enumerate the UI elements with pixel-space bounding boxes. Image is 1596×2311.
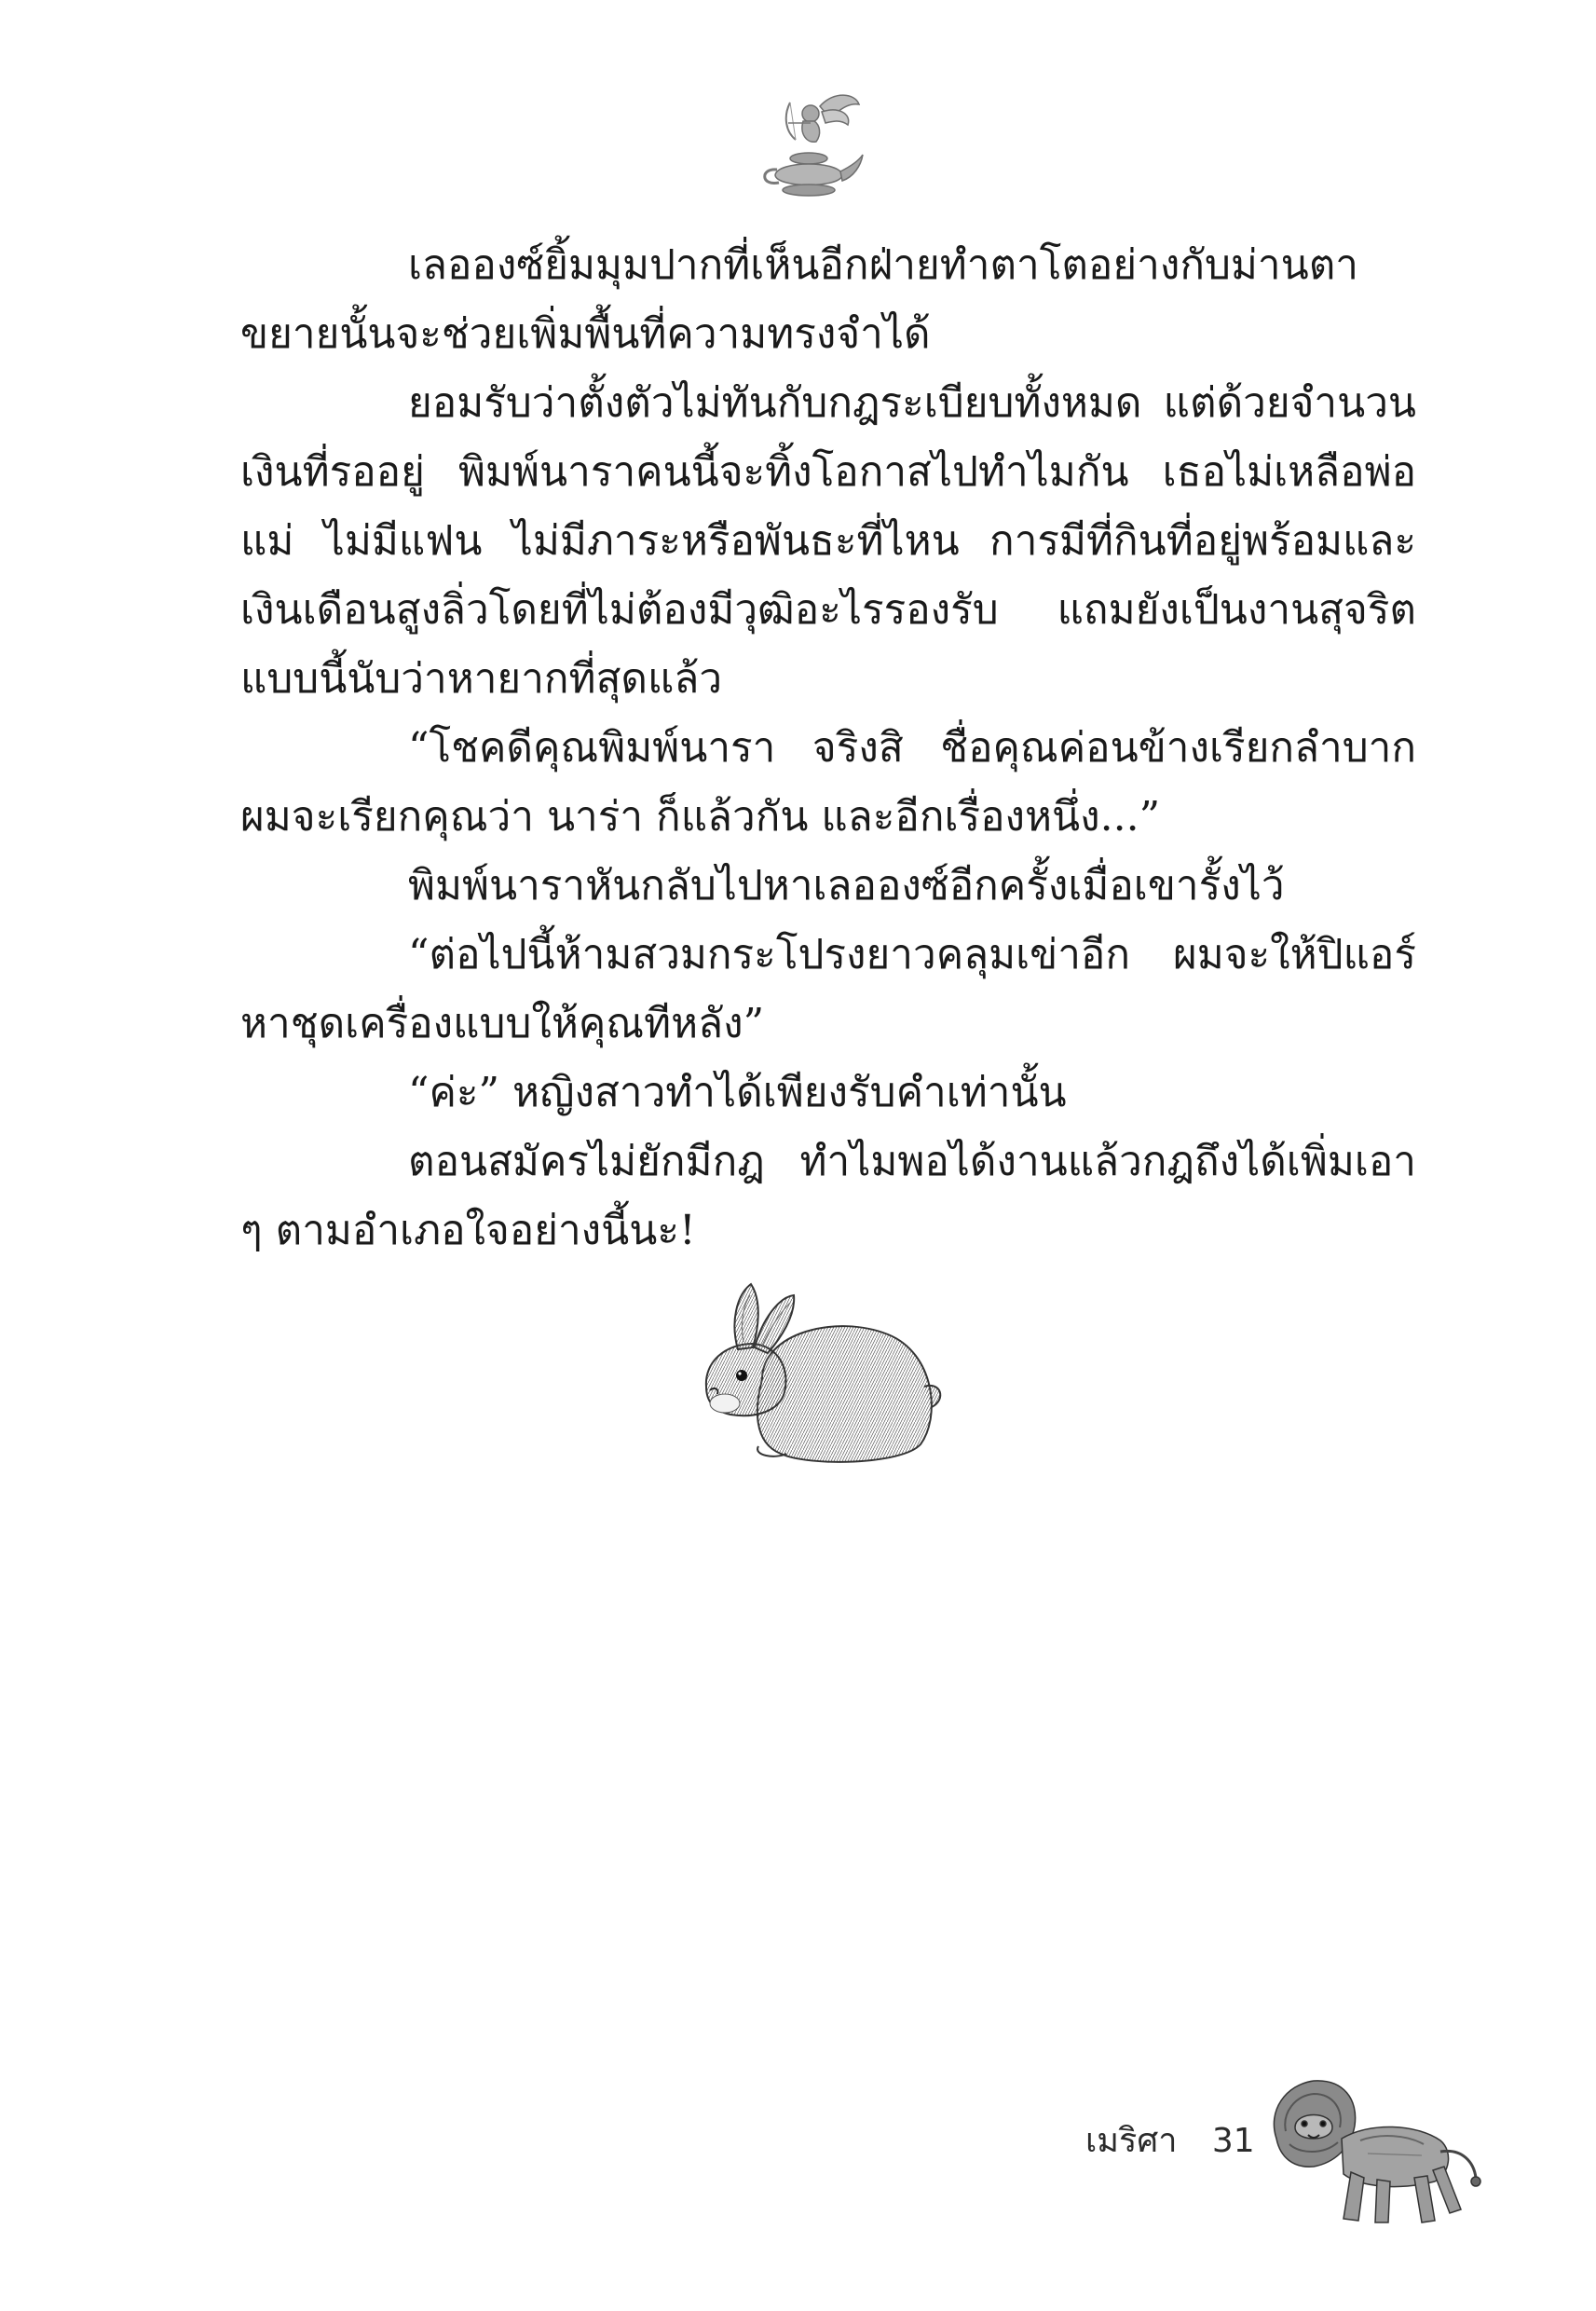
paragraph-2: ยอมรับว่าตั้งตัวไม่ทันกับกฎระเบียบทั้งหมด แต่ด้วยจำนวนเงินที่รออยู่ พิมพ์นาราคนนี้จะทิ้งโอกาสไปทำไมกัน เธอไม่เหลือพ่อแม่ ไม่มีแฟน ไม่มีภาระหรือพันธะที่ไหน การมีที่กินที่อยู่พร้อมและเงินเดือนสูงลิ่วโดยที่ไม่ต้องมีวุฒิอะไรรองรับ แถมยังเป็นงานสุจริตแบบนี้นับว่าหายากที่สุดแล้ว — [240, 379, 1416, 703]
paragraph-3: “โชคดีคุณพิมพ์นารา จริงสิ ชื่อคุณค่อนข้างเรียกลำบาก ผมจะเรียกคุณว่า นาร่า ก็แล้วกัน และอีกเรื่องหนึ่ง...” — [240, 724, 1416, 841]
cupid-teapot-ornament-icon — [755, 86, 866, 207]
paragraph-1: เลอองซ์ยิ้มมุมปากที่เห็นอีกฝ่ายทำตาโตอย่างกับม่านตาขยายนั้นจะช่วยเพิ่มพื้นที่ความทรงจำได้ — [240, 241, 1358, 358]
page-footer — [1085, 2113, 1255, 2167]
lion-ornament-icon — [1258, 2073, 1481, 2241]
paragraph-7: ตอนสมัครไม่ยักมีกฎ ทำไมพอได้งานแล้วกฎถึงได้เพิ่มเอา ๆ ตามอำเภอใจอย่างนี้นะ! — [240, 1138, 1416, 1254]
paragraph-6: “ค่ะ” หญิงสาวทำได้เพียงรับคำเท่านั้น — [408, 1069, 1067, 1116]
chapter-body-text — [240, 231, 1416, 1265]
page-number: 31 — [1211, 2122, 1255, 2160]
rabbit-illustration-icon — [697, 1277, 948, 1468]
book-title: เมริศา — [1085, 2122, 1178, 2160]
paragraph-5: “ต่อไปนี้ห้ามสวมกระโปรงยาวคลุมเข่าอีก ผมจะให้ปิแอร์หาชุดเครื่องแบบให้คุณทีหลัง” — [240, 931, 1416, 1047]
paragraph-4: พิมพ์นาราหันกลับไปหาเลอองซ์อีกครั้งเมื่อเขารั้งไว้ — [408, 862, 1285, 909]
